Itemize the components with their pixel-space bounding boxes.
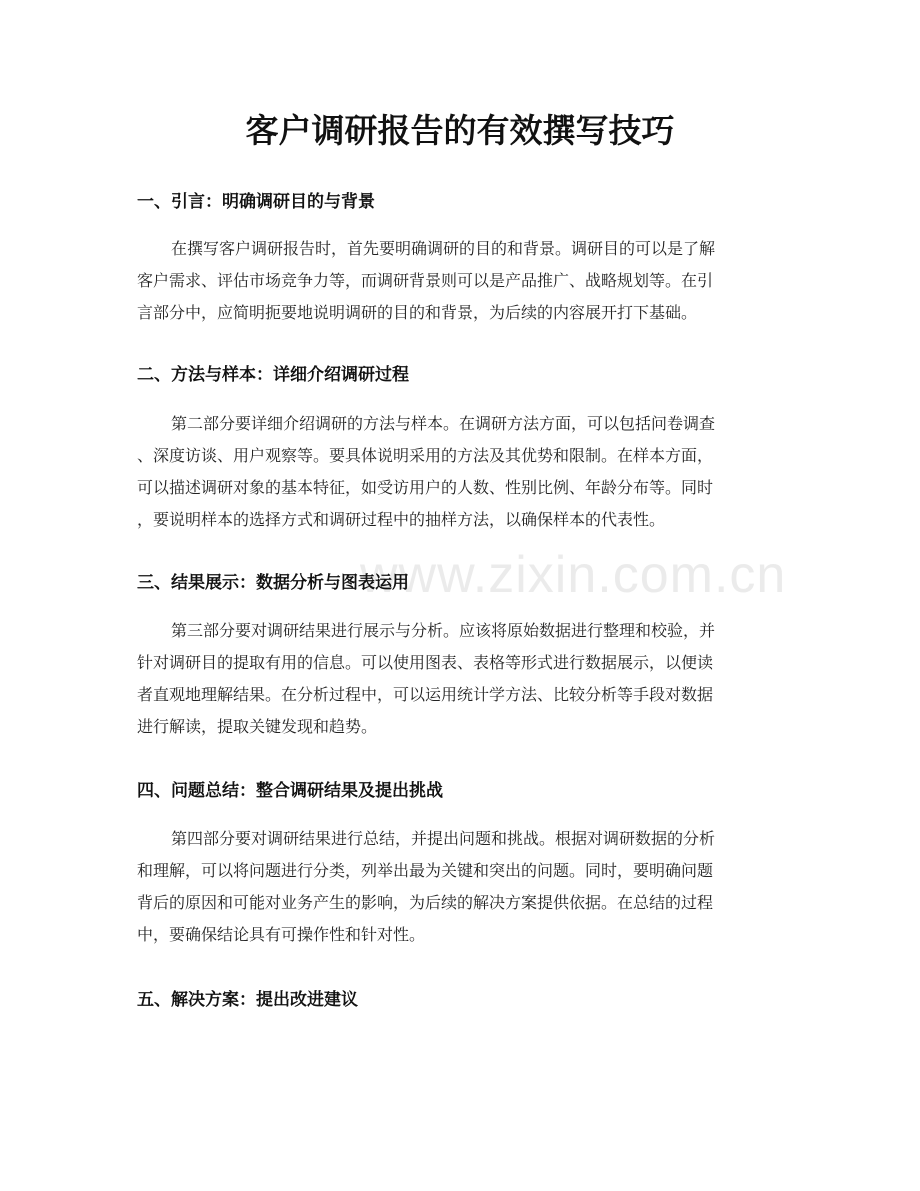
paragraph-line: 针对调研目的提取有用的信息。可以使用图表、表格等形式进行数据展示，以便读 (137, 653, 714, 672)
paragraph-line: 背后的原因和可能对业务产生的影响，为后续的解决方案提供依据。在总结的过程 (137, 893, 714, 912)
section-paragraph-2 (137, 408, 787, 536)
section-heading-5: 五、解决方案：提出改进建议 (137, 990, 358, 1010)
section-heading-1: 一、引言：明确调研目的与背景 (137, 192, 375, 212)
paragraph-line: 和理解，可以将问题进行分类，列举出最为关键和突出的问题。同时，要明确问题 (137, 861, 714, 880)
section-heading-4: 四、问题总结：整合调研结果及提出挑战 (137, 781, 443, 801)
paragraph-line: 在撰写客户调研报告时，首先要明确调研的目的和背景。调研目的可以是了解 (171, 239, 716, 258)
paragraph-line: ，要说明样本的选择方式和调研过程中的抽样方法，以确保样本的代表性。 (137, 510, 666, 529)
section-heading-3: 三、结果展示：数据分析与图表运用 (137, 573, 409, 593)
paragraph-line: 第二部分要详细介绍调研的方法与样本。在调研方法方面，可以包括问卷调查 (171, 414, 716, 433)
section-paragraph-3 (137, 615, 787, 743)
paragraph-line: 第三部分要对调研结果进行展示与分析。应该将原始数据进行整理和校验，并 (171, 621, 716, 640)
paragraph-line: 者直观地理解结果。在分析过程中，可以运用统计学方法、比较分析等手段对数据 (137, 685, 714, 704)
section-heading-2: 二、方法与样本：详细介绍调研过程 (137, 365, 409, 385)
paragraph-line: 第四部分要对调研结果进行总结，并提出问题和挑战。根据对调研数据的分析 (171, 829, 716, 848)
paragraph-line: 可以描述调研对象的基本特征，如受访用户的人数、性别比例、年龄分布等。同时 (137, 478, 714, 497)
paragraph-line: 、深度访谈、用户观察等。要具体说明采用的方法及其优势和限制。在样本方面， (137, 446, 714, 465)
paragraph-line: 客户需求、评估市场竞争力等，而调研背景则可以是产品推广、战略规划等。在引 (137, 271, 714, 290)
paragraph-line: 言部分中，应简明扼要地说明调研的目的和背景，为后续的内容展开打下基础。 (137, 303, 698, 322)
paragraph-line: 中，要确保结论具有可操作性和针对性。 (137, 925, 426, 944)
paragraph-line: 进行解读，提取关键发现和趋势。 (137, 717, 378, 736)
section-paragraph-1 (137, 233, 787, 329)
document-title: 客户调研报告的有效撰写技巧 (245, 111, 675, 150)
section-paragraph-4 (137, 823, 787, 951)
watermark: www.zixin.com.cn (360, 546, 787, 604)
